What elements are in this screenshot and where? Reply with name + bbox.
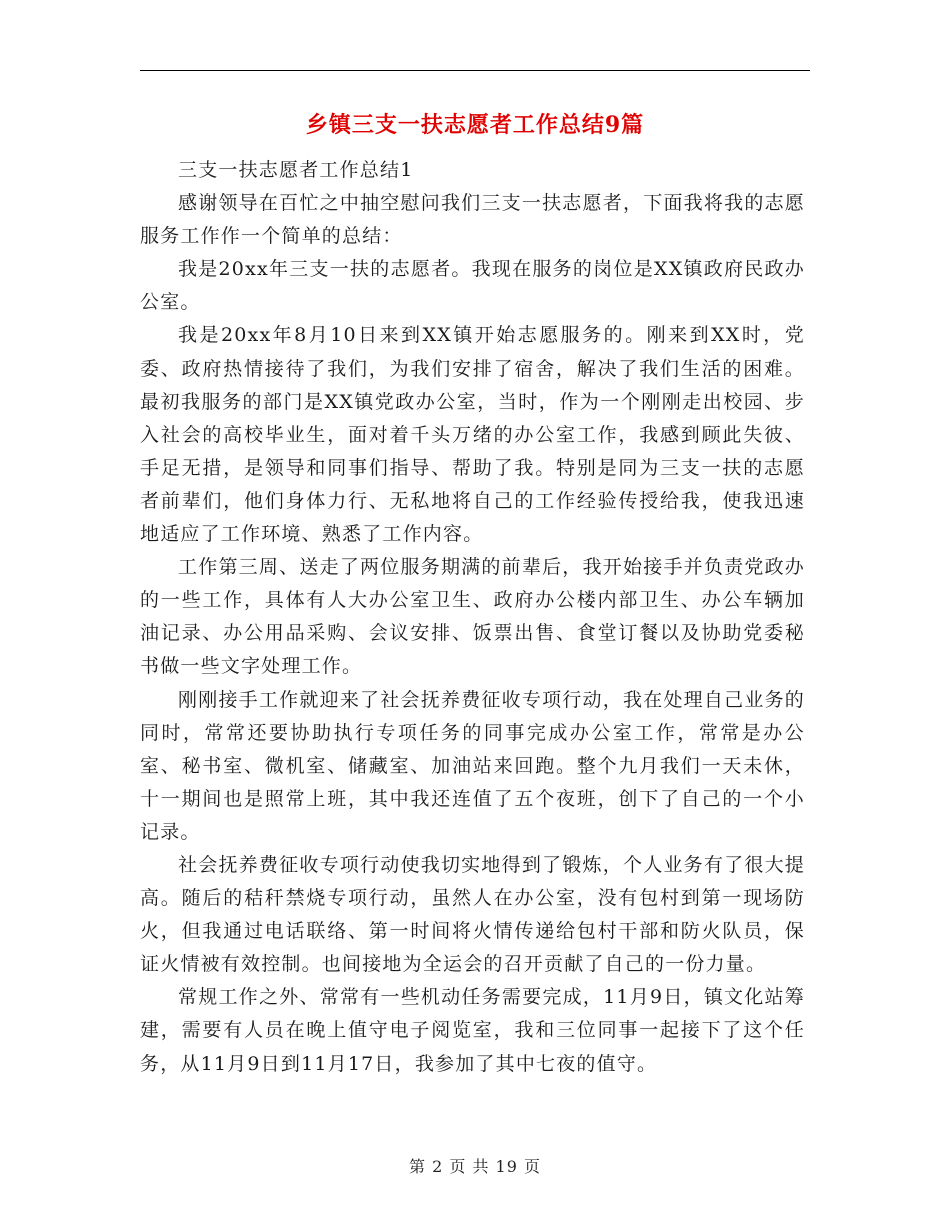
document-title: 乡镇三支一扶志愿者工作总结9篇 — [305, 112, 645, 138]
page-number-label: 第 2 页 共 19 页 — [409, 1157, 541, 1176]
section-heading: 三支一扶志愿者工作总结1 — [178, 159, 414, 181]
paragraph: 我是20xx年8月10日来到XX镇开始志愿服务的。刚来到XX时，党委、政府热情接待了我们，为我们安排了宿舍，解决了我们生活的困难。最初我服务的部门是XX镇党政办公室，当时，作为一个刚刚走出校园、步入社会的高校毕业生，面对着千头万绪的办公室工作，我感到顾此失彼、手足无措，是领导和同事们指导、帮助了我。特别是同为三支一扶的志愿者前辈们，他们身体力行、无私地将自己的工作经验传授给我，使我迅速地适应了工作环境、熟悉了工作内容。 — [140, 324, 805, 546]
paragraph: 感谢领导在百忙之中抽空慰问我们三支一扶志愿者，下面我将我的志愿服务工作作一个简单的总结： — [140, 192, 805, 248]
paragraph: 工作第三周、送走了两位服务期满的前辈后，我开始接手并负责党政办的一些工作，具体有人大办公室卫生、政府办公楼内部卫生、办公车辆加油记录、办公用品采购、会议安排、饭票出售、食堂订餐以及协助党委秘书做一些文字处理工作。 — [140, 556, 805, 678]
paragraph: 刚刚接手工作就迎来了社会抚养费征收专项行动，我在处理自己业务的同时，常常还要协助执行专项任务的同事完成办公室工作，常常是办公室、秘书室、微机室、储藏室、加油站来回跑。整个九月我们一天未休，十一期间也是照常上班，其中我还连值了五个夜班，创下了自己的一个小记录。 — [140, 688, 805, 843]
paragraph: 社会抚养费征收专项行动使我切实地得到了锻炼，个人业务有了很大提高。随后的秸秆禁烧专项行动，虽然人在办公室，没有包村到第一现场防火，但我通过电话联络、第一时间将火情传递给包村干部和防火队员，保证火情被有效控制。也间接地为全运会的召开贡献了自己的一份力量。 — [140, 853, 805, 976]
document-body — [140, 154, 805, 1081]
paragraph: 我是20xx年三支一扶的志愿者。我现在服务的岗位是XX镇政府民政办公室。 — [140, 258, 805, 314]
paragraph: 常规工作之外、常常有一些机动任务需要完成，11月9日，镇文化站筹建，需要有人员在晚上值守电子阅览室，我和三位同事一起接下了这个任务，从11月9日到11月17日，我参加了其中七夜的值守。 — [140, 986, 805, 1075]
header-rule — [140, 70, 810, 71]
page-footer — [0, 1154, 950, 1177]
